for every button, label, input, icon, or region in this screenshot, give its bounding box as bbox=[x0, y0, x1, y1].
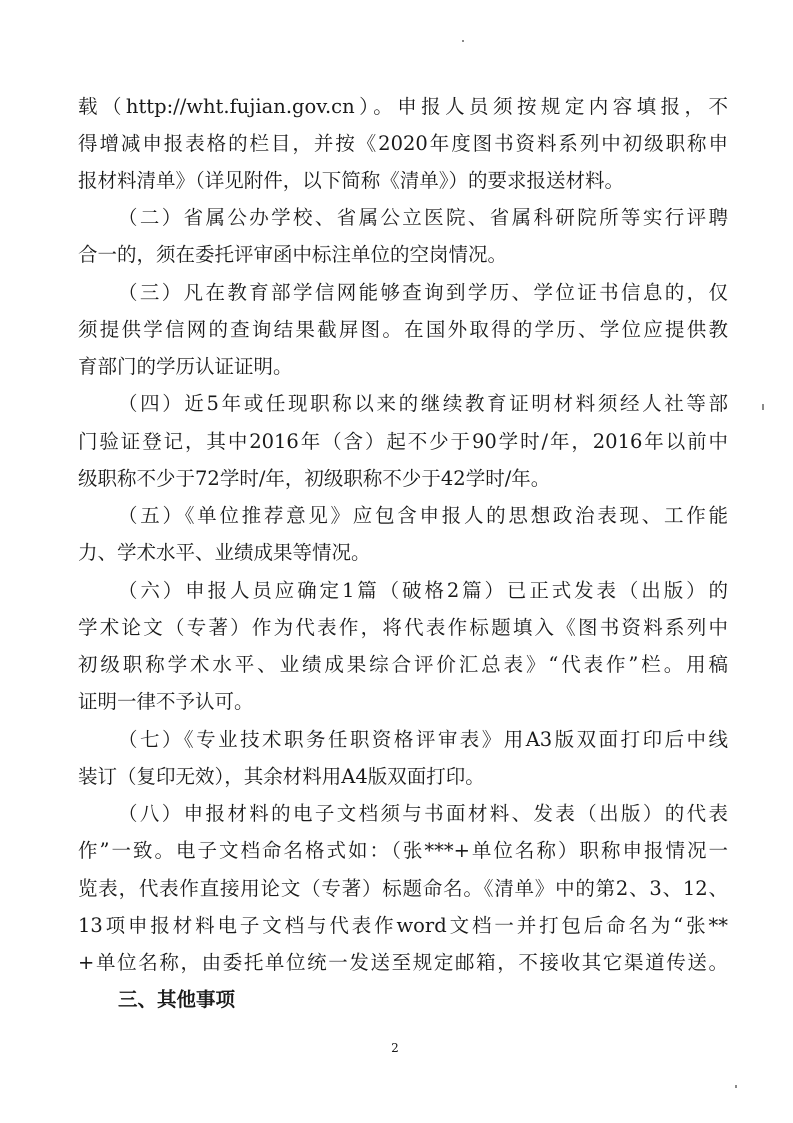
section-heading: 三、其他事项 bbox=[118, 988, 236, 1011]
body-line: 育部门的学历认证证明。 bbox=[78, 355, 293, 378]
body-line: 得增减申报表格的栏目，并按《2020年度图书资料系列中初级职称申 bbox=[78, 132, 728, 155]
body-line: （七）《专业技术职务任职资格评审表》用A3版双面打印后中线 bbox=[118, 728, 728, 751]
body-line: （四）近5年或任现职称以来的继续教育证明材料须经人社等部 bbox=[118, 392, 728, 415]
body-line: 证明一律不予认可。 bbox=[78, 690, 254, 713]
body-line: 13项申报材料电子文档与代表作word文档一并打包后命名为“张** bbox=[78, 914, 728, 937]
body-line: 学术论文（专著）作为代表作，将代表作标题填入《图书资料系列中 bbox=[78, 616, 728, 639]
body-line: 级职称不少于72学时/年，初级职称不少于42学时/年。 bbox=[78, 467, 551, 490]
body-line: （二）省属公办学校、省属公立医院、省属科研院所等实行评聘 bbox=[118, 206, 728, 229]
scan-speck bbox=[735, 1085, 737, 1088]
body-line: 门验证登记，其中2016年（含）起不少于90学时/年，2016年以前中 bbox=[78, 430, 728, 453]
body-line: 须提供学信网的查询结果截屏图。在国外取得的学历、学位应提供教 bbox=[78, 318, 728, 341]
body-line: （三）凡在教育部学信网能够查询到学历、学位证书信息的，仅 bbox=[118, 281, 728, 304]
body-line: 作”一致。电子文档命名格式如：（张***+单位名称）职称申报情况一 bbox=[78, 839, 728, 862]
body-line: 合一的，须在委托评审函中标注单位的空岗情况。 bbox=[78, 243, 508, 266]
scan-speck bbox=[762, 404, 764, 410]
body-line: 装订（复印无效），其余材料用A4版双面打印。 bbox=[78, 765, 485, 788]
page-number: 2 bbox=[391, 1041, 399, 1055]
body-line: （八）申报材料的电子文档须与书面材料、发表（出版）的代表 bbox=[118, 802, 728, 825]
body-line: （五）《单位推荐意见》应包含申报人的思想政治表现、工作能 bbox=[118, 504, 728, 527]
body-line: 力、学术水平、业绩成果等情况。 bbox=[78, 541, 371, 564]
body-line: +单位名称，由委托单位统一发送至规定邮箱，不接收其它渠道传送。 bbox=[78, 951, 728, 974]
body-line: （六）申报人员应确定1篇（破格2篇）已正式发表（出版）的 bbox=[118, 579, 728, 602]
body-line: 初级职称学术水平、业绩成果综合评价汇总表》“代表作”栏。用稿 bbox=[78, 653, 728, 676]
body-line: 报材料清单》（详见附件，以下简称《清单》）的要求报送材料。 bbox=[78, 169, 625, 192]
body-line: 载（http://wht.fujian.gov.cn）。申报人员须按规定内容填报，不 bbox=[78, 95, 728, 118]
body-line: 览表，代表作直接用论文（专著）标题命名。《清单》中的第2、3、12、 bbox=[78, 877, 728, 900]
scan-speck bbox=[462, 40, 464, 42]
